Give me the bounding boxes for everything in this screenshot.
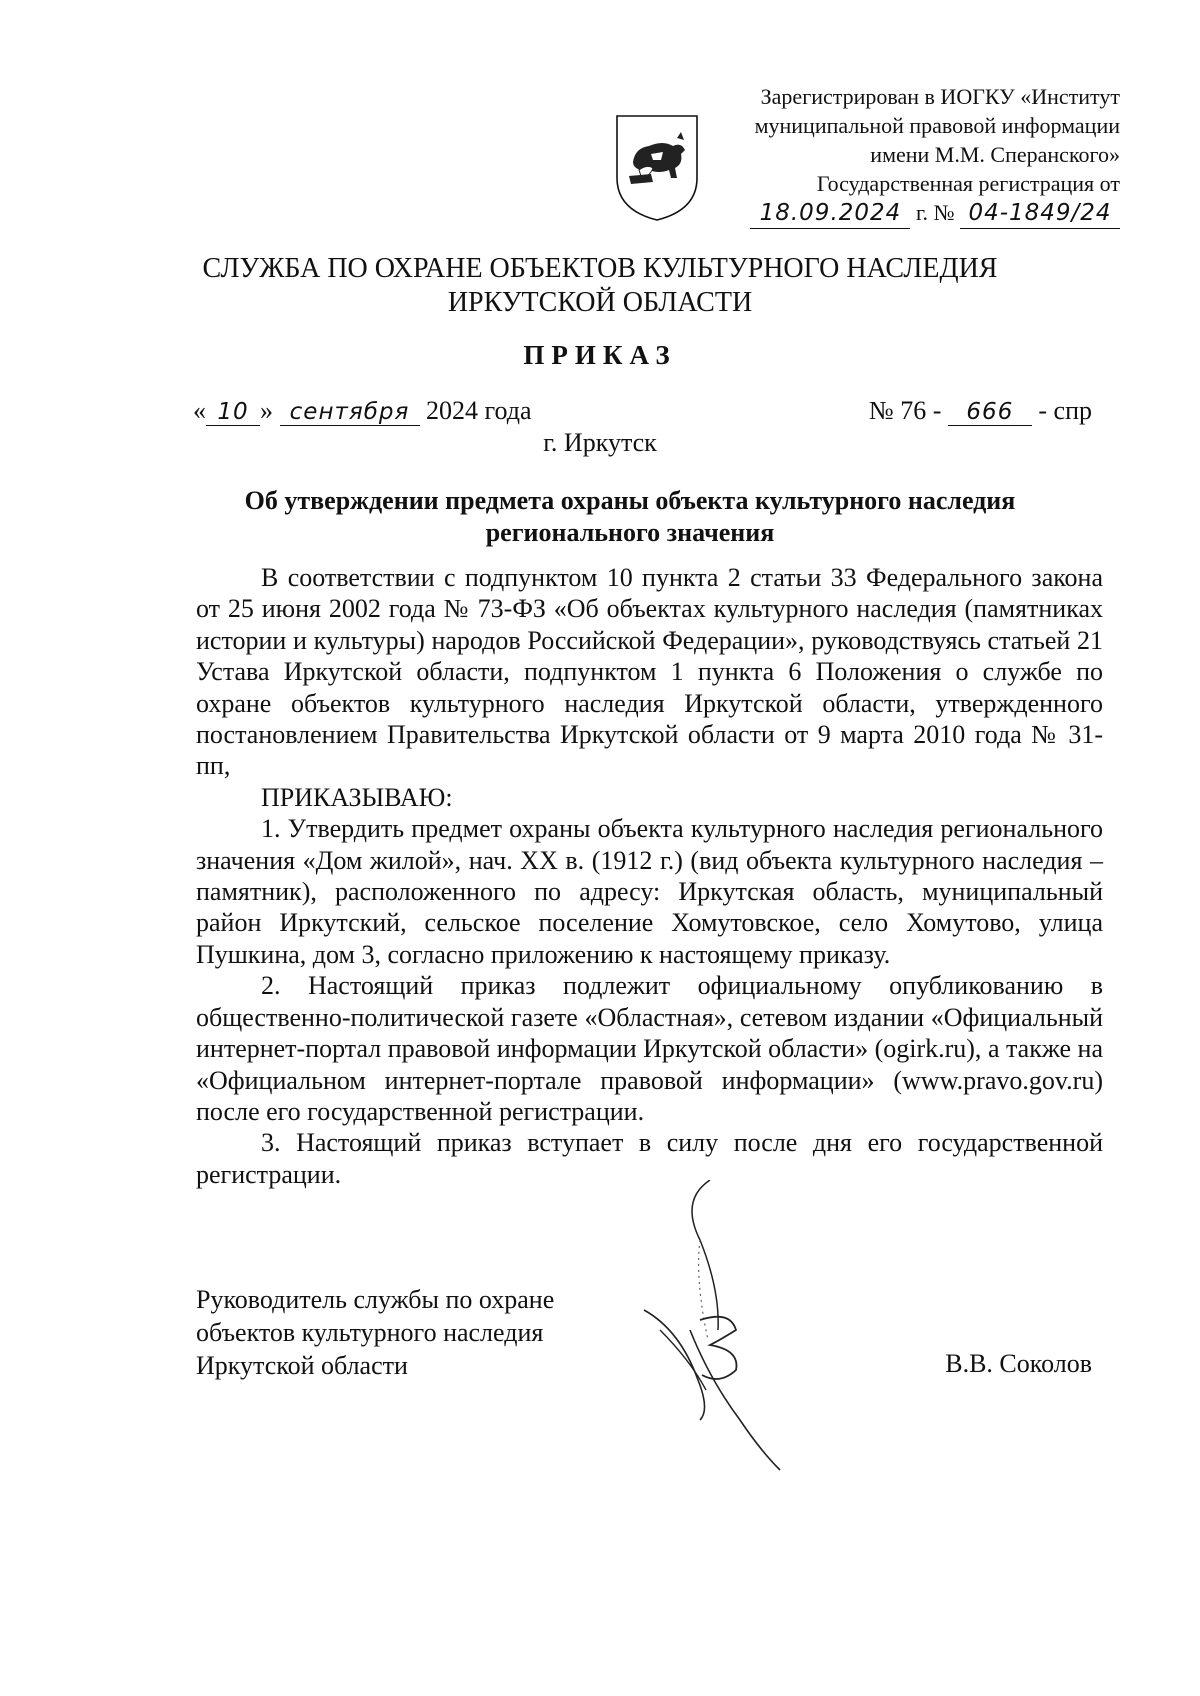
subject-line-1: Об утверждении предмета охраны объекта культурного наследия bbox=[244, 486, 1016, 515]
order-item-2: 2. Настоящий приказ подлежит официальному опубликованию в общественно-политической газете «Областная», сетевом издании «Официальный интернет-портал правовой информации Иркутской области» (ogirk.ru), а также на «Официальном интернет-портале правовой информации» (www.pravo.gov.ru) после его государственной регистрации. bbox=[196, 971, 1103, 1126]
handwritten-signature-icon bbox=[640, 1180, 820, 1485]
order-subject bbox=[210, 485, 1050, 549]
order-item-3: 3. Настоящий приказ вступает в силу после дня его государственной регистрации. bbox=[196, 1128, 1103, 1189]
order-word: ПРИКАЗЫВАЮ: bbox=[261, 782, 453, 812]
signature-line-2: объектов культурного наследия bbox=[196, 1318, 544, 1347]
registration-line-2: муниципальной правовой информации bbox=[754, 113, 1120, 138]
registration-date: 18.09.2024 bbox=[750, 199, 910, 229]
preamble-paragraph: В соответствии с подпунктом 10 пункта 2 статьи 33 Федерального закона от 25 июня 2002 года № 73-ФЗ «Об объектах культурного наследия (памятниках истории и культуры) народов Российской Федерации», руководствуясь статьей 21 Устава Иркутской области, подпунктом 1 пункта 6 Положения о службе по охране объектов культурного наследия Иркутской области, утвержденного постановлением Правительства Иркутской области от 9 марта 2010 года № 31-пп, bbox=[196, 563, 1103, 781]
registration-line-4: Государственная регистрация от bbox=[816, 171, 1120, 196]
date-open-quote: « bbox=[193, 396, 206, 425]
order-number-prefix: № 76 - bbox=[868, 396, 942, 425]
registration-line-3: имени М.М. Сперанского» bbox=[870, 142, 1120, 167]
order-number bbox=[869, 396, 1092, 426]
document-title: ПРИКАЗ bbox=[523, 340, 677, 370]
order-year: 2024 года bbox=[426, 396, 532, 425]
city: г. Иркутск bbox=[543, 428, 657, 457]
signature-position bbox=[196, 1283, 554, 1382]
registration-date-number bbox=[650, 198, 1120, 229]
subject-line-2: регионального значения bbox=[485, 518, 775, 547]
registration-number-prefix: г. № bbox=[915, 200, 955, 225]
organization-line-1: СЛУЖБА ПО ОХРАНЕ ОБЪЕКТОВ КУЛЬТУРНОГО НАСЛЕДИЯ bbox=[202, 253, 998, 284]
signer-name: В.В. Соколов bbox=[945, 1349, 1092, 1378]
signature-line-1: Руководитель службы по охране bbox=[196, 1285, 555, 1314]
order-item-1: 1. Утвердить предмет охраны объекта культурного наследия регионального значения «Дом жилой», нач. XX в. (1912 г.) (вид объекта культурного наследия – памятник), расположенного по адресу: Иркутская область, муниципальный район Иркутский, сельское поселение Хомутовское, село Хомутово, улица Пушкина, дом 3, согласно приложению к настоящему приказу. bbox=[196, 814, 1103, 969]
order-body bbox=[196, 562, 1103, 1190]
registration-stamp bbox=[650, 82, 1120, 229]
order-number-suffix: - спр bbox=[1038, 396, 1092, 425]
order-number-value: 666 bbox=[948, 399, 1032, 426]
registration-line-1: Зарегистрирован в ИОГКУ «Институт bbox=[760, 84, 1120, 109]
organization-name bbox=[0, 252, 1200, 320]
order-day: 10 bbox=[206, 399, 260, 426]
registration-number: 04-1849/24 bbox=[960, 199, 1120, 229]
order-month: сентября bbox=[280, 399, 420, 426]
organization-line-2: ИРКУТСКОЙ ОБЛАСТИ bbox=[447, 287, 753, 318]
coat-of-arms-icon bbox=[611, 112, 703, 229]
date-close-quote: » bbox=[260, 396, 273, 425]
signature-line-3: Иркутской области bbox=[196, 1351, 408, 1380]
order-date bbox=[193, 396, 532, 426]
